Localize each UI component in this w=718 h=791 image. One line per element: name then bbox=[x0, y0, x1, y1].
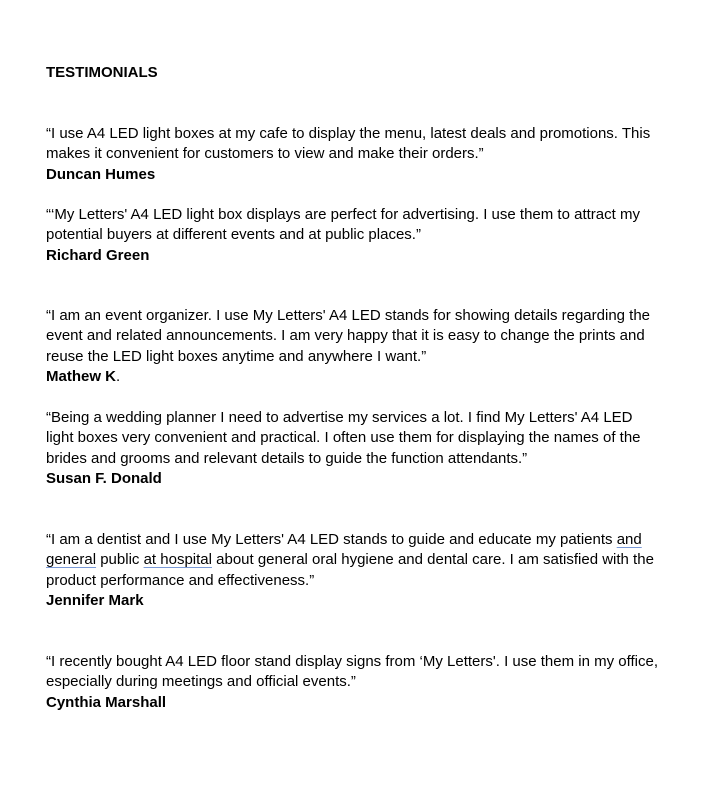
quote-line: “‘My Letters' A4 LED light box displays are perfect for advertising. I use them to attract my bbox=[46, 206, 640, 223]
quote-line: event and related announcements. I am very happy that it is easy to change the prints and bbox=[46, 327, 645, 345]
quote-line: reuse the LED light boxes anytime and anywhere I want.” bbox=[46, 347, 427, 365]
testimonial bbox=[46, 530, 706, 611]
quote-line: “I am an event organizer. I use My Letters' A4 LED stands for showing details regarding the bbox=[46, 307, 651, 324]
quote-text: public bbox=[96, 551, 144, 569]
testimonial bbox=[46, 652, 706, 713]
quote-line: “Being a wedding planner I need to advertise my services a lot. I find My Letters' A4 LED bbox=[46, 409, 633, 426]
quote-line: product performance and effectiveness.” bbox=[46, 571, 315, 589]
quote-line: potential buyers at different events and at public places.” bbox=[46, 226, 421, 244]
author-name: Duncan Humes bbox=[46, 165, 156, 183]
testimonial bbox=[46, 124, 706, 185]
author-line bbox=[46, 367, 706, 387]
quote-line: “I use A4 LED light boxes at my cafe to display the menu, latest deals and promotions. This bbox=[46, 125, 651, 142]
quote-line bbox=[46, 530, 706, 550]
author-suffix: . bbox=[116, 367, 121, 385]
testimonial bbox=[46, 408, 706, 489]
quote-line: “I recently bought A4 LED floor stand display signs from ‘My Letters'. I use them in my office, bbox=[46, 653, 659, 670]
quote-line: brides and grooms and relevant details to guide the function attendants.” bbox=[46, 449, 528, 467]
testimonial bbox=[46, 306, 706, 387]
author-name: Cynthia Marshall bbox=[46, 693, 167, 711]
author-name: Mathew K bbox=[46, 367, 117, 385]
testimonial bbox=[46, 205, 706, 266]
grammar-suggestion[interactable]: general bbox=[46, 551, 97, 569]
quote-line: light boxes very convenient and practical. I often use them for displaying the names of the bbox=[46, 429, 641, 447]
author-name: Richard Green bbox=[46, 246, 150, 264]
quote-text: “I am a dentist and I use My Letters' A4 LED stands to guide and educate my patients bbox=[46, 531, 617, 548]
author-name: Jennifer Mark bbox=[46, 591, 144, 609]
page-heading: TESTIMONIALS bbox=[46, 64, 158, 81]
grammar-suggestion[interactable]: at hospital bbox=[143, 551, 212, 569]
quote-line bbox=[46, 550, 706, 570]
quote-text: about general oral hygiene and dental care. I am satisfied with the bbox=[211, 551, 654, 569]
quote-line: especially during meetings and official events.” bbox=[46, 673, 356, 691]
quote-line: makes it convenient for customers to view and make their orders.” bbox=[46, 145, 484, 163]
author-name: Susan F. Donald bbox=[46, 469, 162, 487]
grammar-suggestion[interactable]: and bbox=[616, 531, 642, 548]
